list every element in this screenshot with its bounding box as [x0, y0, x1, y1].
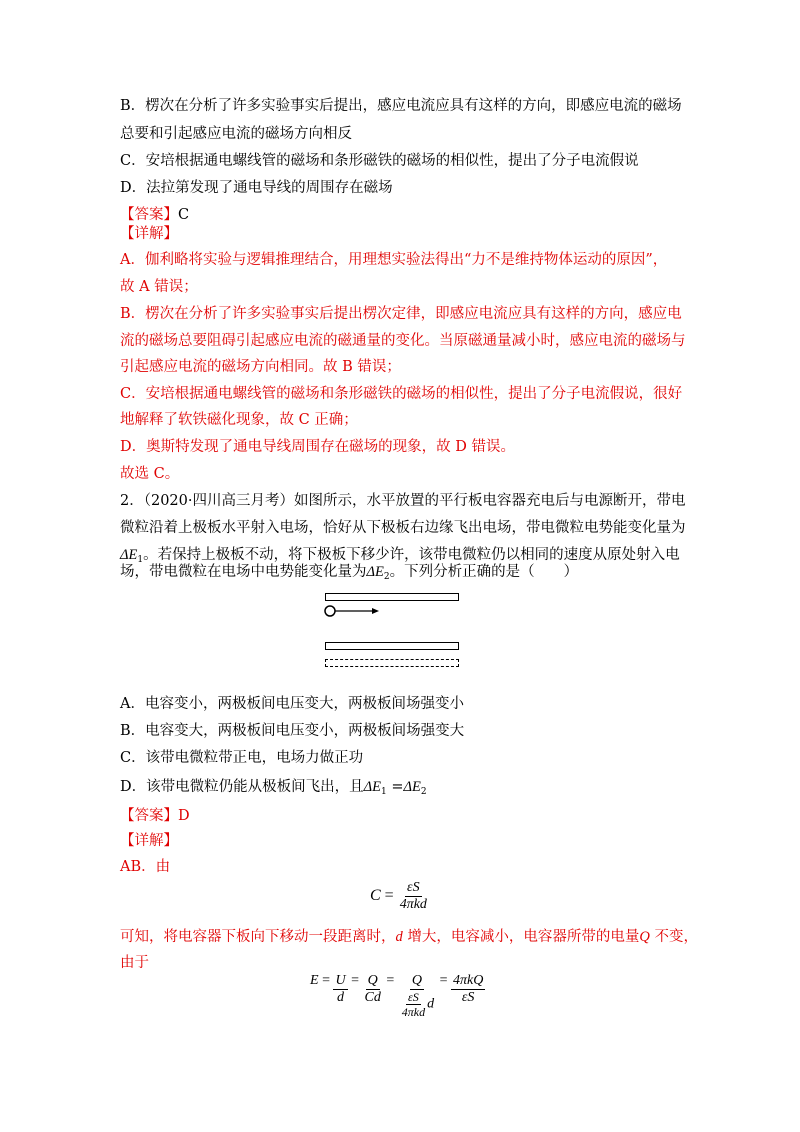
inner-fraction	[400, 990, 427, 1019]
stem-text: 。若保持上极板不动，将下极板下移少许，该带电微粒仍以相同的速度从原处射入电	[143, 547, 680, 563]
q1-conclusion: 故选 C。	[120, 466, 180, 482]
subscript: 2	[420, 787, 427, 797]
numerator: U	[335, 973, 346, 988]
q1-option-c: C．安培根据通电螺线管的磁场和条形磁铁的磁场的相似性，提出了分子电流假说	[120, 153, 639, 169]
delta-e1: ΔE	[363, 779, 381, 795]
option-text: D．该带电微粒仍能从极板间飞出，且	[120, 779, 364, 795]
delta-e2: ΔE	[403, 779, 421, 795]
exp-text: 不变，	[649, 929, 698, 945]
equals: =	[384, 887, 394, 905]
numerator: Q	[411, 973, 422, 988]
q2-exp-line1	[120, 927, 698, 947]
exp-text: 增大，电容减小，电容器所带的电量	[402, 929, 640, 945]
q1-option-b-line1: B．楞次在分析了许多实验事实后提出，感应电流应具有这样的方向，即感应电流的磁场	[120, 98, 682, 114]
equals: =	[386, 973, 395, 988]
q1-exp-b-line2: 流的磁场总要阻碍引起感应电流的磁通量的变化。当原磁通量减小时，感应电流的磁场与	[120, 333, 686, 349]
stem-text: 场，带电微粒在电场中电势能变化量为	[120, 564, 367, 580]
denominator	[398, 990, 436, 1019]
fraction	[333, 973, 347, 1006]
q1-option-d: D．法拉第发现了通电导线的周围存在磁场	[120, 180, 393, 196]
q2-stem-line1: 2．（2020·四川高三月考）如图所示，水平放置的平行板电容器充电后与电源断开，带电	[120, 493, 686, 509]
lower-plate	[325, 642, 459, 650]
q1-exp-c-line2: 地解释了软铁磁化现象，故 C 正确；	[120, 412, 358, 428]
q2-stem-line4	[120, 562, 578, 587]
q2-answer	[120, 806, 190, 826]
q2-option-d	[120, 777, 427, 802]
q2-option-c: C．该带电微粒带正电，电场力做正功	[120, 750, 364, 766]
formula-field-strength	[310, 973, 485, 1019]
denominator: 4πkd	[399, 897, 427, 912]
q1-exp-c-line1: C．安培根据通电螺线管的磁场和条形磁铁的磁场的相似性，提出了分子电流假说，很好	[120, 386, 683, 402]
numerator: 4πkQ	[453, 973, 484, 988]
equals: =	[386, 779, 404, 795]
delta-e2: ΔE	[366, 564, 384, 580]
formula-symbol: C	[370, 887, 381, 905]
q2-option-a: A．电容变小，两极板间电压变大，两极板间场强变小	[120, 696, 464, 712]
q2-stem-line2: 微粒沿着上极板水平射入电场，恰好从下极板右边缘飞出电场，带电微粒电势能变化量为	[120, 520, 686, 536]
q2-ab-intro: AB．由	[120, 859, 171, 875]
q2-exp-line2: 由于	[120, 955, 149, 971]
denominator: Cd	[364, 990, 381, 1005]
symbol-d: d	[427, 996, 435, 1012]
fraction	[451, 973, 485, 1006]
q1-answer	[120, 205, 189, 225]
subscript: 1	[137, 555, 144, 565]
fraction	[398, 880, 429, 913]
equals: =	[351, 973, 359, 988]
denominator: εS	[461, 990, 475, 1005]
delta-e1: ΔE	[120, 547, 138, 563]
answer-tag: 【答案】	[120, 207, 178, 223]
q1-detail-tag: 【详解】	[120, 226, 178, 242]
q1-exp-b-line1: B．楞次在分析了许多实验事实后提出楞次定律，即感应电流应具有这样的方向，感应电	[120, 306, 682, 322]
stem-text: 。下列分析正确的是（ ）	[389, 564, 579, 580]
symbol-d: d	[395, 929, 403, 945]
answer-tag: 【答案】	[120, 808, 178, 824]
upper-plate	[325, 593, 459, 601]
subscript: 2	[383, 572, 390, 582]
exp-text: 可知，将电容器下板向下移动一段距离时，	[120, 929, 396, 945]
answer-value: C	[178, 207, 190, 223]
answer-value: D	[178, 808, 190, 824]
lower-plate-moved	[325, 659, 459, 667]
q2-detail-tag: 【详解】	[120, 833, 178, 849]
q1-exp-a-line1: A．伽利略将实验与逻辑推理结合，用理想实验法得出“力不是维持物体运动的原因”，	[120, 252, 668, 268]
symbol-q: Q	[639, 929, 650, 945]
numerator: Q	[367, 973, 378, 988]
q1-option-b-line2: 总要和引起感应电流的磁场方向相反	[120, 126, 352, 142]
formula-symbol: E	[310, 973, 319, 988]
fraction	[398, 973, 436, 1019]
q1-exp-b-line3: 引起感应电流的磁场方向相同。故 B 错误；	[120, 359, 401, 375]
fraction	[363, 973, 383, 1006]
formula-capacitance	[370, 880, 429, 913]
q2-option-b: B．电容变大，两极板间电压变小，两极板间场强变大	[120, 723, 465, 739]
q1-exp-a-line2: 故 A 错误；	[120, 279, 198, 295]
numerator: εS	[407, 880, 420, 895]
particle-arrow-icon	[322, 603, 382, 619]
q1-exp-d: D．奥斯特发现了通电导线周围存在磁场的现象，故 D 错误。	[120, 439, 515, 455]
numerator: εS	[408, 990, 419, 1004]
equals: =	[322, 973, 330, 988]
denominator: 4πkd	[401, 1005, 426, 1019]
denominator: d	[337, 990, 345, 1005]
equals: =	[439, 973, 448, 988]
subscript: 1	[381, 787, 387, 797]
